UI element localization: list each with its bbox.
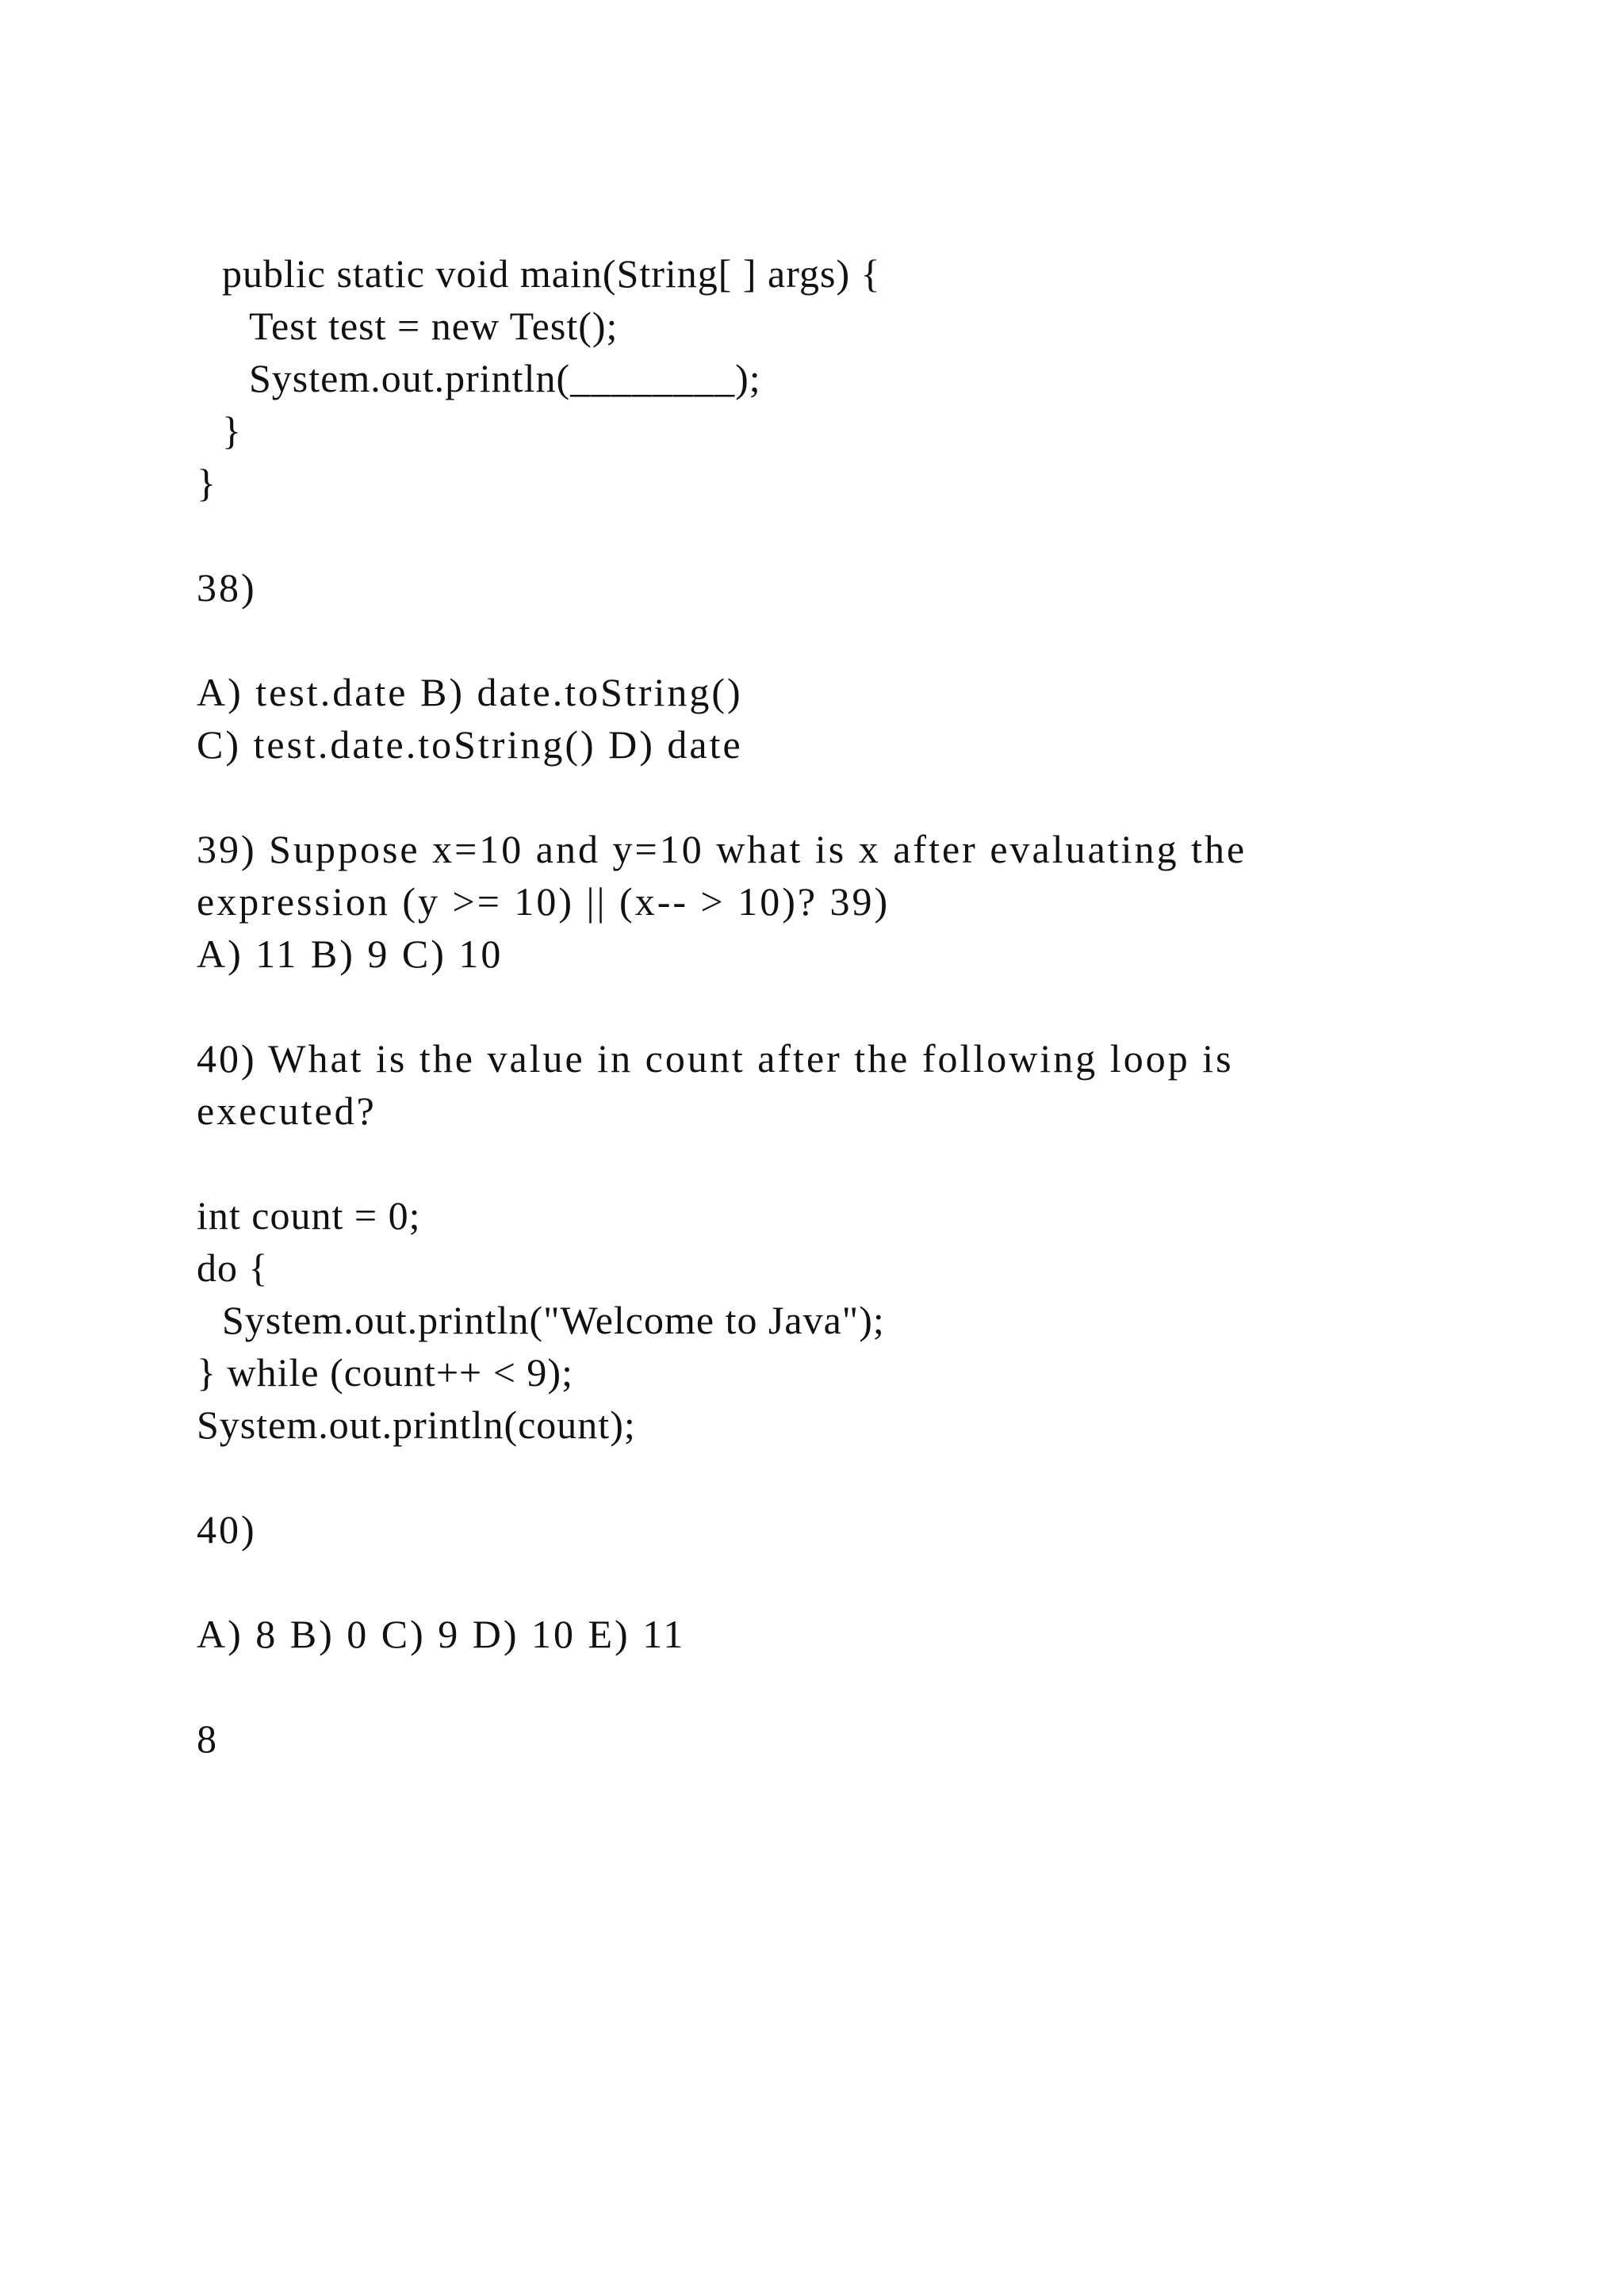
- spacer: [197, 1556, 1465, 1608]
- spacer: [197, 614, 1465, 666]
- code-line-do: do {: [197, 1246, 269, 1290]
- spacer: [197, 509, 1465, 561]
- page-number: 8: [197, 1716, 217, 1761]
- spacer: [197, 771, 1465, 823]
- code-line-new-test: Test test = new Test();: [249, 304, 619, 348]
- spacer: [197, 1137, 1465, 1189]
- question-39-text-line-2: expression (y >= 10) || (x-- > 10)? 39): [197, 879, 891, 924]
- spacer: [197, 1451, 1465, 1503]
- question-40-text-line-1: 40) What is the value in count after the following loop is: [197, 1036, 1234, 1081]
- question-38-options-line-2: C) test.date.toString() D) date: [197, 722, 743, 767]
- question-40-options: A) 8 B) 0 C) 9 D) 10 E) 11: [197, 1612, 686, 1656]
- code-line-close-class: }: [197, 461, 216, 505]
- question-38-number: 38): [197, 565, 257, 610]
- page-content: [197, 247, 1465, 1765]
- question-40-number: 40): [197, 1507, 257, 1552]
- question-39-options: A) 11 B) 9 C) 10: [197, 932, 504, 976]
- spacer: [197, 980, 1465, 1032]
- code-line-main-signature: public static void main(String[ ] args) {: [222, 251, 881, 296]
- code-line-close-method: }: [222, 408, 242, 453]
- code-line-while: } while (count++ < 9);: [197, 1350, 573, 1395]
- spacer: [197, 1660, 1465, 1712]
- code-line-int-count: int count = 0;: [197, 1193, 421, 1238]
- question-40-text-line-2: executed?: [197, 1089, 377, 1133]
- question-39-text-line-1: 39) Suppose x=10 and y=10 what is x after evaluating the: [197, 827, 1247, 871]
- code-line-println-count: System.out.println(count);: [197, 1402, 636, 1447]
- code-line-println-welcome: System.out.println("Welcome to Java");: [222, 1298, 885, 1342]
- code-line-println-blank: System.out.println(________);: [249, 356, 761, 400]
- question-38-options-line-1: A) test.date B) date.toString(): [197, 670, 743, 714]
